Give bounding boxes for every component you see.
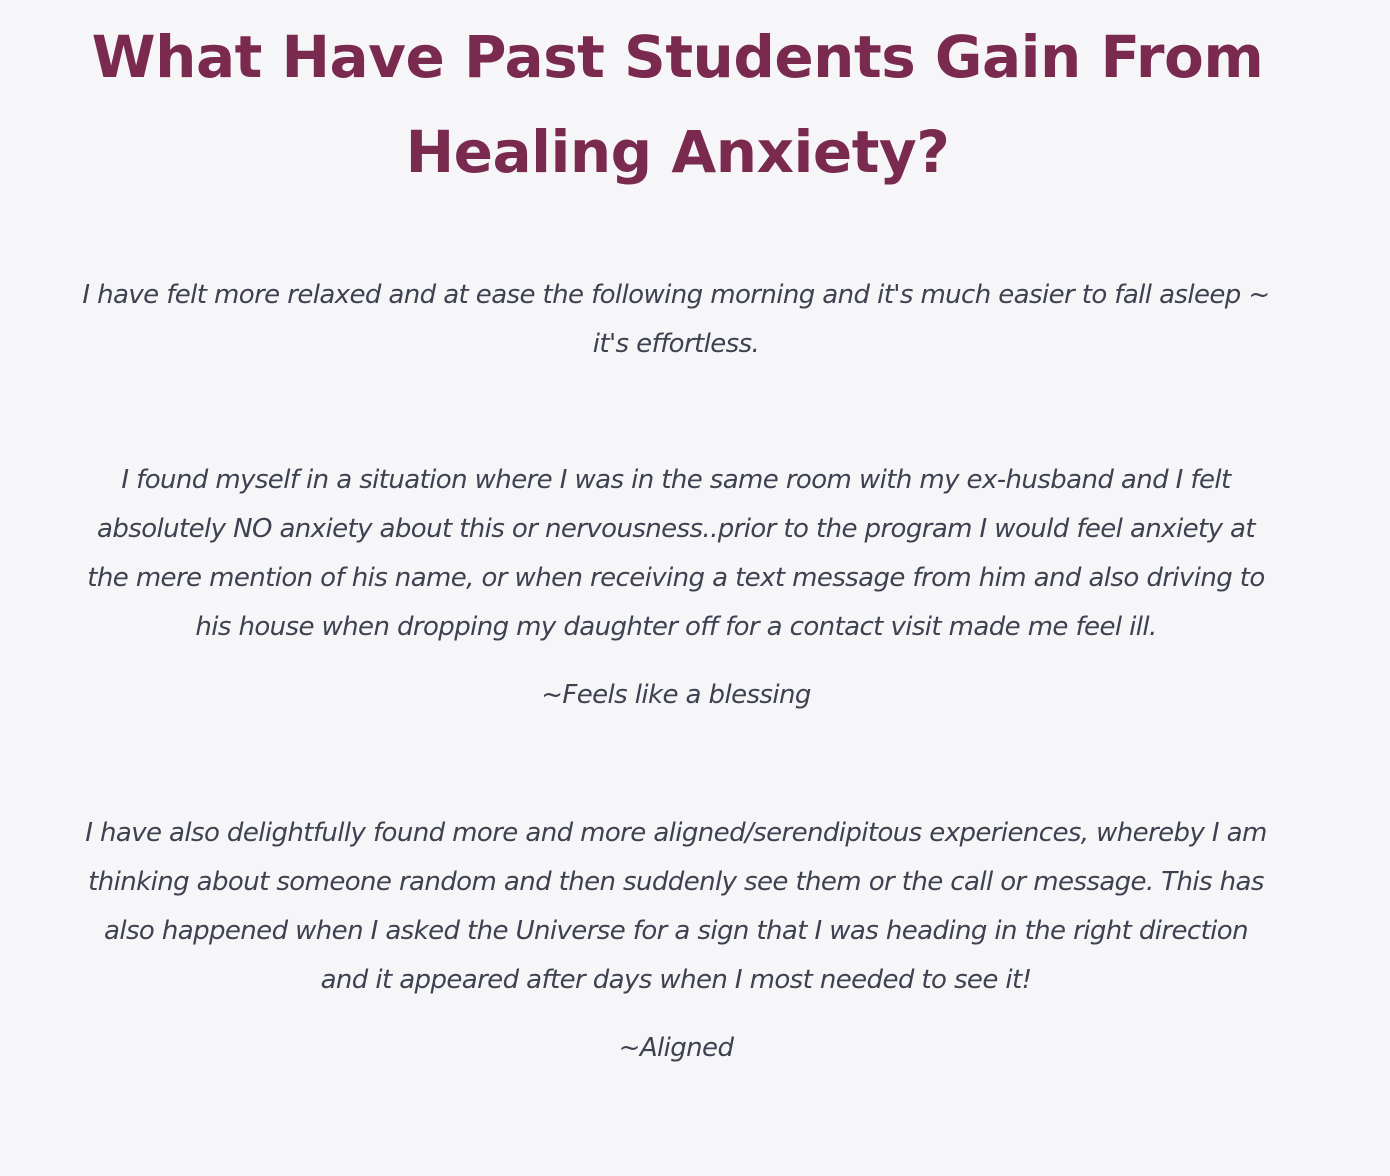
testimonial-text: I have also delightfully found more and more aligned/serendipitous experiences, whereby I am thinking about someone random and then suddenly see them or the call or message. This has also happened when I asked the Universe for a sign that I was heading in the right direction and it appeared after days when I most needed to see it! — [85, 818, 1267, 995]
page-title: What Have Past Students Gain From Healing Anxiety? — [91, 23, 1264, 186]
testimonial-signature: ~Aligned — [618, 1033, 734, 1063]
testimonial-text: I found myself in a situation where I was in the same room with my ex-husband and I felt absolutely NO anxiety about this or nervousness..prior to the program I would feel anxiety at the mere mention of his name, or when receiving a text message from him and also driving to his house when dropping my daughter off for a contact visit made me feel ill. — [87, 465, 1265, 642]
testimonial-1 — [80, 271, 1272, 369]
testimonial-2 — [80, 456, 1272, 720]
testimonial-signature: ~Feels like a blessing — [541, 680, 811, 710]
testimonial-text: I have felt more relaxed and at ease the following morning and it's much easier to fall asleep ~ it's effortless. — [82, 280, 1270, 359]
testimonial-3 — [80, 809, 1272, 1073]
